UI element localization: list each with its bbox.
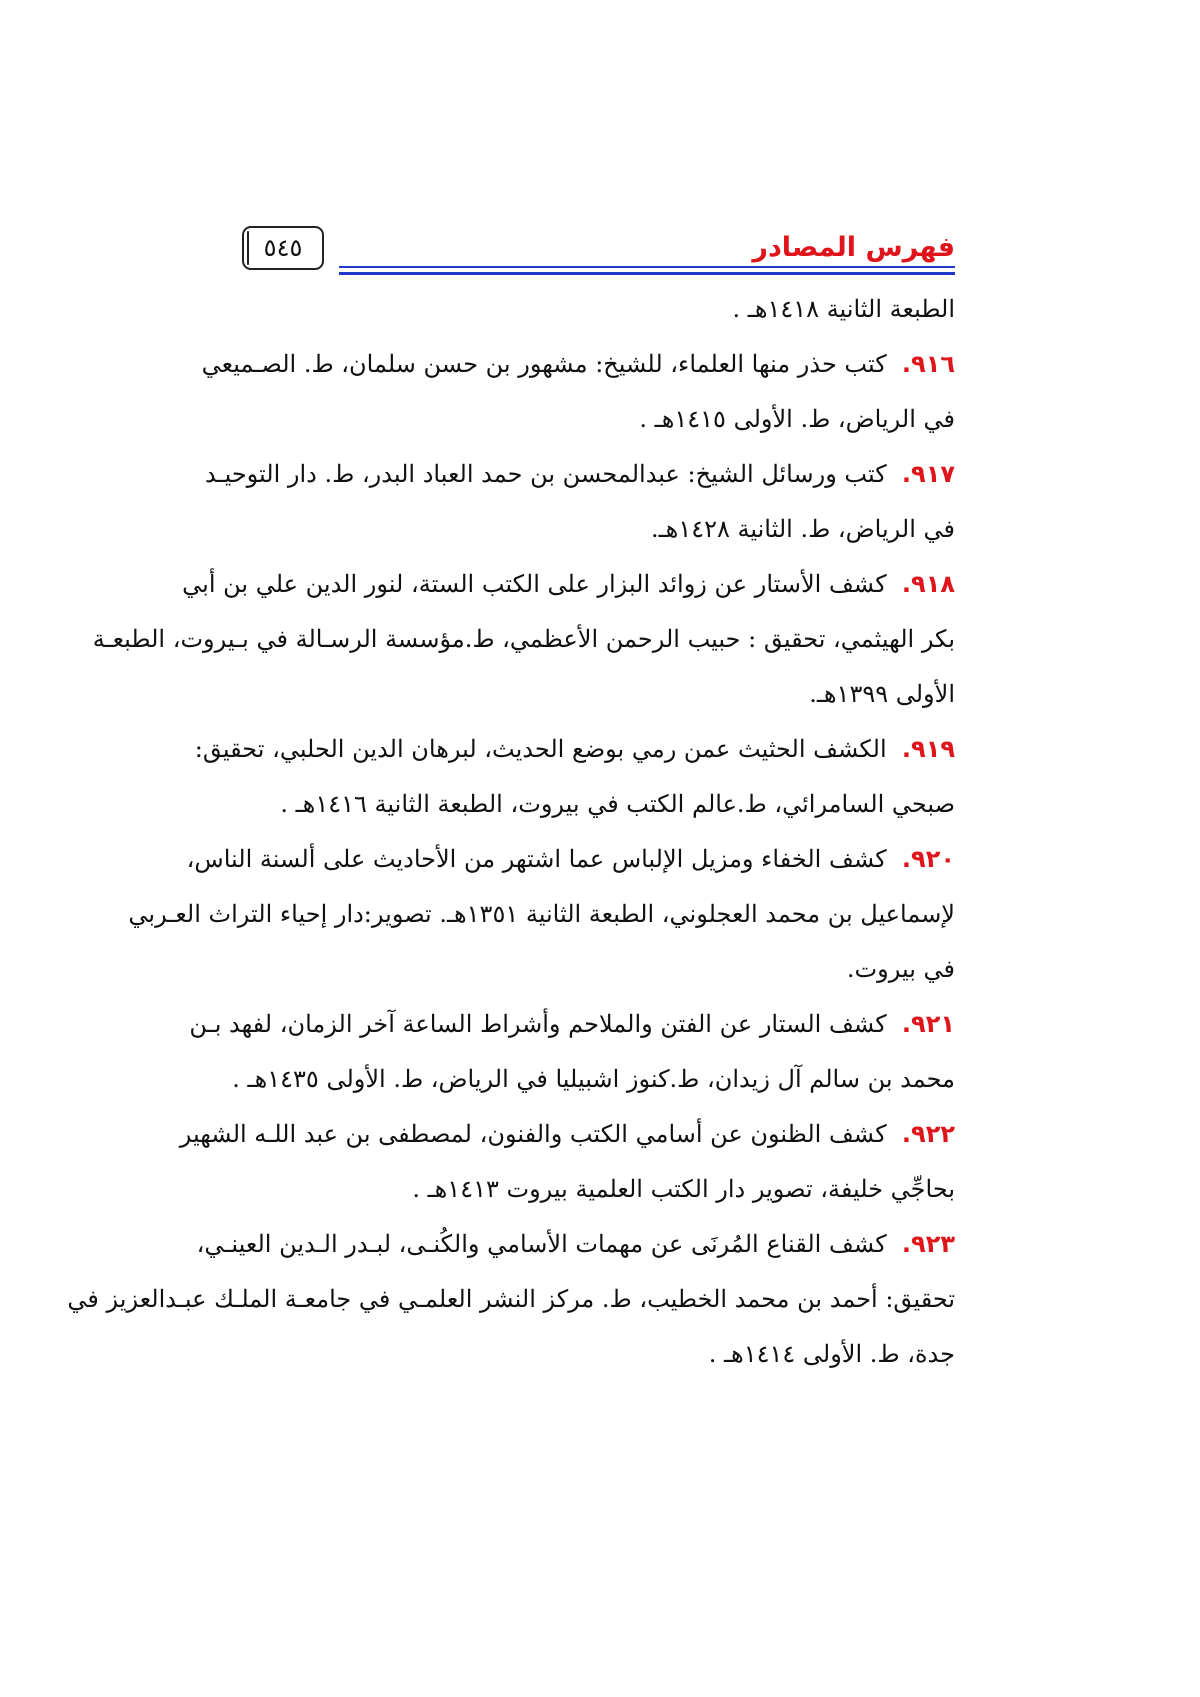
page-header: [242, 222, 955, 274]
entry-text: محمد بن سالم آل زيدان، ط.كنوز اشبيليا في الرياض، ط. الأولى ١٤٣٥هـ .: [232, 1065, 955, 1093]
reference-entry-line: [194, 728, 955, 783]
entry-text: الكشف الحثيث عمن رمي بوضع الحديث، لبرهان الدين الحلبي، تحقيق:: [194, 735, 887, 763]
reference-continuation-line: [242, 673, 955, 728]
reference-continuation-line: [242, 948, 955, 1003]
entry-number: ٩١٧.: [901, 460, 955, 488]
section-title: فهرس المصادر: [752, 232, 955, 263]
header-rule-top: [339, 266, 955, 268]
entry-text: في الرياض، ط. الثانية ١٤٢٨هـ.: [650, 515, 955, 543]
entry-number: ٩١٨.: [901, 570, 955, 598]
entry-number: ٩٢٠.: [901, 845, 955, 873]
entry-text: كشف الظنون عن أسامي الكتب والفنون، لمصطفى بن عبد اللـه الشهير: [179, 1120, 887, 1148]
entry-text: جدة، ط. الأولى ١٤١٤هـ .: [708, 1340, 955, 1368]
reference-continuation-line: [128, 893, 955, 948]
entry-text: لإسماعيل بن محمد العجلوني، الطبعة الثانية ١٣٥١هـ. تصوير:دار إحياء التراث العـربي: [128, 900, 955, 928]
references-list: [67, 288, 955, 1388]
entry-text: بحاجِّي خليفة، تصوير دار الكتب العلمية بيروت ١٤١٣هـ .: [412, 1175, 955, 1203]
entry-text: كتب حذر منها العلماء، للشيخ: مشهور بن حسن سلمان، ط. الصـميعي: [201, 350, 887, 378]
reference-continuation-line: [242, 1333, 955, 1388]
reference-continuation-line: [242, 398, 955, 453]
reference-entry-line: [204, 453, 955, 508]
reference-continuation-line: [232, 1058, 955, 1113]
reference-entry-line: [186, 838, 955, 893]
entry-number: ٩٢٢.: [901, 1120, 955, 1148]
entry-text: في الرياض، ط. الأولى ١٤١٥هـ .: [639, 405, 955, 433]
entry-text: كشف القناع المُرنَى عن مهمات الأسامي والكُنـى، لبـدر الـدين العينـي،: [196, 1230, 887, 1258]
entry-text: كتب ورسائل الشيخ: عبدالمحسن بن حمد العباد البدر، ط. دار التوحيـد: [204, 460, 887, 488]
entry-text: تحقيق: أحمد بن محمد الخطيب، ط. مركز النشر العلمـي في جامعـة الملـك عبـدالعزيز في: [67, 1285, 955, 1313]
reference-entry-line: [189, 1003, 955, 1058]
reference-entry-line: [182, 563, 955, 618]
reference-entry-line: [196, 1223, 955, 1278]
entry-text: الطبعة الثانية ١٤١٨هـ .: [732, 295, 955, 323]
entry-text: بكر الهيثمي، تحقيق : حبيب الرحمن الأعظمي، ط.مؤسسة الرسـالة في بـيروت، الطبعـة: [92, 625, 955, 653]
reference-continuation-line: [242, 1168, 955, 1223]
reference-continuation-line: [92, 618, 955, 673]
entry-text: كشف الخفاء ومزيل الإلباس عما اشتهر من الأحاديث على ألسنة الناس،: [186, 845, 887, 873]
entry-number: ٩٢١.: [901, 1010, 955, 1038]
entry-text: كشف الأستار عن زوائد البزار على الكتب الستة، لنور الدين علي بن أبي: [182, 570, 887, 598]
entry-text: كشف الستار عن الفتن والملاحم وأشراط الساعة آخر الزمان، لفهد بـن: [189, 1010, 887, 1038]
entry-text: الأولى ١٣٩٩هـ.: [809, 680, 955, 708]
reference-continuation-line: [67, 1278, 955, 1333]
reference-entry-line: [201, 343, 955, 398]
entry-text: في بيروت.: [846, 955, 955, 983]
page-number: ٥٤٥: [263, 234, 303, 262]
entry-number: ٩١٩.: [901, 735, 955, 763]
reference-continuation-line: [242, 783, 955, 838]
entry-number: ٩٢٣.: [901, 1230, 955, 1258]
reference-continuation-line: [242, 288, 955, 343]
entry-number: ٩١٦.: [901, 350, 955, 378]
reference-entry-line: [179, 1113, 955, 1168]
page-number-box: [242, 226, 324, 270]
header-rule-bottom: [339, 272, 955, 275]
entry-text: صبحي السامرائي، ط.عالم الكتب في بيروت، الطبعة الثانية ١٤١٦هـ .: [280, 790, 955, 818]
reference-continuation-line: [242, 508, 955, 563]
